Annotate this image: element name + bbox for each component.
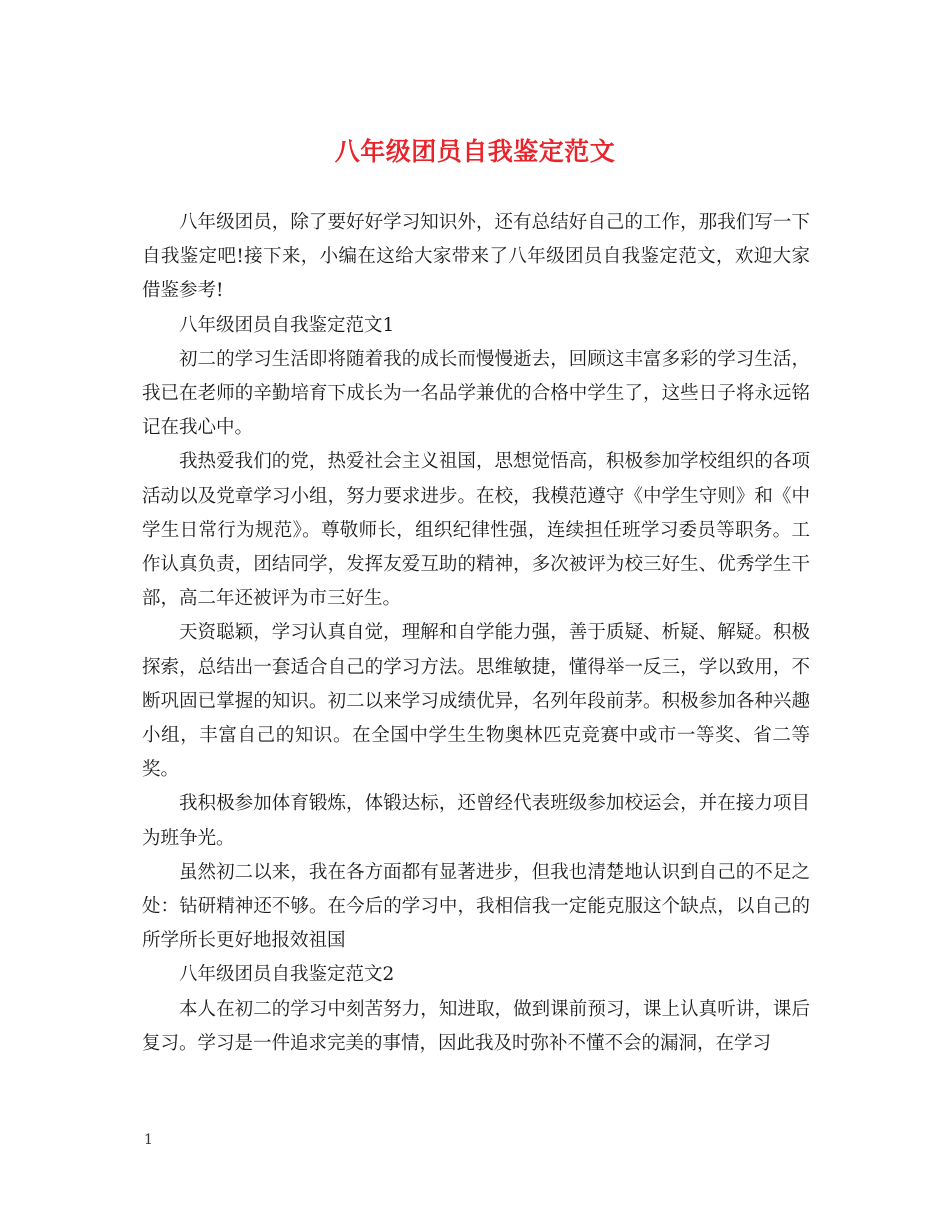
section-heading-2: 八年级团员自我鉴定范文2 xyxy=(179,964,395,986)
document-title: 八年级团员自我鉴定范文 xyxy=(334,137,616,166)
paragraph: 天资聪颖，学习认真自觉，理解和自学能力强，善于质疑、析疑、解疑。积极探索，总结出一套适合自己的学习方法。思维敏捷，懂得举一反三，学以致用，不断巩固已掌握的知识。初二以来学习成绩优异，名列年段前茅。积极参加各种兴趣小组，丰富自己的知识。在全国中学生生物奥林匹克竞赛中或市一等奖、省二等奖。 xyxy=(142,622,810,781)
paragraph: 初二的学习生活即将随着我的成长而慢慢逝去，回顾这丰富多彩的学习生活，我已在老师的辛勤培育下成长为一名品学兼优的合格中学生了，这些日子将永远铭记在我心中。 xyxy=(142,348,810,439)
intro-paragraph: 八年级团员，除了要好好学习知识外，还有总结好自己的工作，那我们写一下自我鉴定吧!接下来，小编在这给大家带来了八年级团员自我鉴定范文，欢迎大家借鉴参考! xyxy=(142,212,810,302)
document-body xyxy=(142,206,810,1061)
section-heading-1: 八年级团员自我鉴定范文1 xyxy=(179,314,395,336)
paragraph: 我热爱我们的党，热爱社会主义祖国，思想觉悟高，积极参加学校组织的各项活动以及党章学习小组，努力要求进步。在校，我模范遵守《中学生守则》和《中学生日常行为规范》。尊敬师长，组织纪律性强，连续担任班学习委员等职务。工作认真负责，团结同学，发挥友爱互助的精神，多次被评为校三好生、优秀学生干部，高二年还被评为市三好生。 xyxy=(142,451,810,610)
paragraph: 本人在初二的学习中刻苦努力，知进取，做到课前预习，课上认真听讲，课后复习。学习是一件追求完美的事情，因此我及时弥补不懂不会的漏洞，在学习 xyxy=(142,998,810,1054)
page-number: 1 xyxy=(144,1132,153,1148)
paragraph: 虽然初二以来，我在各方面都有显著进步，但我也清楚地认识到自己的不足之处：钻研精神还不够。在今后的学习中，我相信我一定能克服这个缺点，以自己的所学所长更好地报效祖国 xyxy=(142,861,810,952)
paragraph: 我积极参加体育锻炼，体锻达标，还曾经代表班级参加校运会，并在接力项目为班争光。 xyxy=(142,793,810,849)
